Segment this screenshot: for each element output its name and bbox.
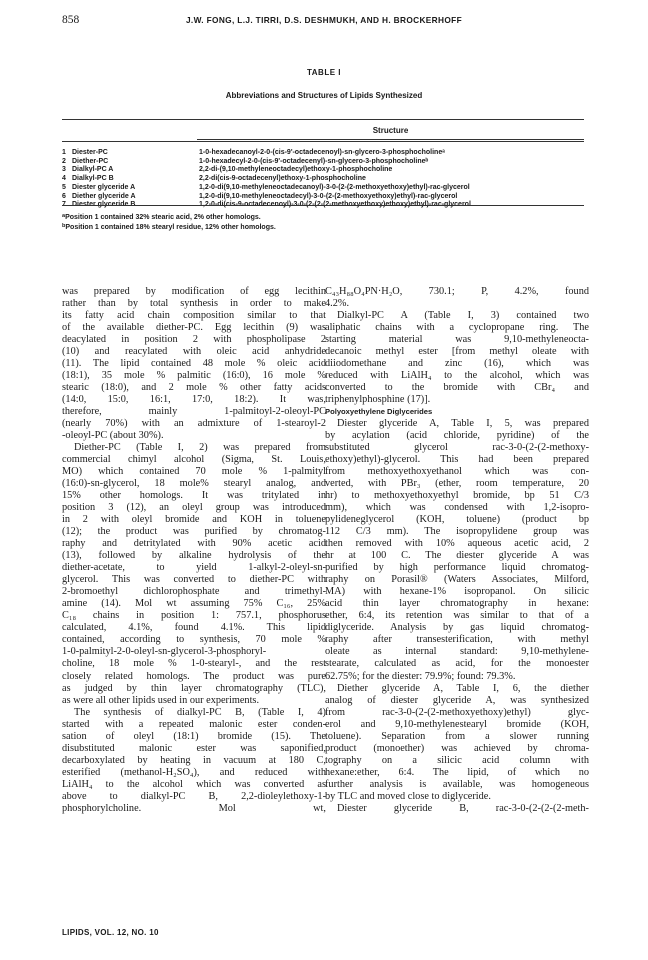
body-line: acid thin layer chromatography in hexane:	[325, 598, 589, 610]
body-line: converted to the bromide with CBr₄ and	[325, 382, 589, 394]
body-line: diglyceride. Analysis by gas liquid chromatog-	[325, 622, 589, 634]
footnote-text: Position 1 contained 32% stearic acid, 2% other homologs.	[65, 214, 261, 221]
body-line: Diester glyceride A, Table I, 5, was prepared	[337, 418, 589, 430]
body-line: product (monoether) was achieved by chroma-	[325, 742, 589, 754]
running-header	[62, 14, 586, 28]
row-number: 2	[62, 157, 66, 165]
body-line: phosphorylcholine. Mol wt,	[62, 802, 326, 814]
body-line: diiodomethane and zinc (16), which was	[325, 358, 589, 370]
body-line: Diester glyceride B, rac-3-0-(2-(2-(2-meth-	[337, 802, 589, 814]
body-line: further analysis is available, was homogeneous	[325, 778, 589, 790]
row-number: 1	[62, 149, 66, 156]
body-line: by TLC and moved close to diglyceride.	[325, 790, 491, 802]
body-line: rather than by total synthesis in order to make	[62, 298, 326, 310]
table-top-rule	[62, 119, 584, 120]
row-number: 4	[62, 175, 66, 183]
table-footnote	[62, 222, 582, 231]
body-line: esterified (methanol-H₂SO₄), and reduced with	[62, 766, 326, 778]
row-lipid-name: Dialkyl-PC A	[72, 166, 114, 174]
row-lipid-name: Diester-PC	[72, 149, 108, 156]
body-line: (14:0, 15:0, 16:1, 17:0, 18:2). It was,	[62, 394, 326, 406]
body-line: reduced with LiAlH₄ to the alcohol, which was	[325, 370, 589, 382]
body-line: from methoxyethoxyethanol which was con-	[325, 466, 589, 478]
body-line: above to dialkyl-PC B, 2,2-dioleylethoxy-1-	[62, 790, 326, 802]
row-lipid-name: Diether-PC	[72, 157, 109, 165]
body-line: 15% other homologs. It was tritylated in	[62, 490, 326, 502]
body-line: glycerol. This was converted to diether-PC with	[62, 574, 326, 586]
row-structure: 1,2-0-di(9,10-methyleneoctadecyl)-3-0-(2-(2-methoxyethoxy)ethyl)-rac-glycerol	[199, 192, 458, 200]
body-line: closely related homologs. The product was pure	[62, 670, 326, 682]
body-line: purified by high performance liquid chromatog-	[325, 562, 589, 574]
body-line: analog of diester glyceride A, was synthesized	[325, 694, 589, 706]
table-row	[62, 157, 592, 166]
body-line: diether-acetate, to yield 1-alkyl-2-oleyl-sn-	[62, 562, 326, 574]
row-structure: 2,2-di-(9,10-methyleneoctadecyl)ethoxy-1-phosphocholine	[199, 166, 393, 174]
column-header-rule	[197, 139, 584, 140]
footnote-mark: b	[62, 223, 66, 229]
body-line: deacylated in position 2 with phospholipase 2	[62, 334, 326, 346]
row-structure: 1,2-0-di(cis-9-octadecenoyl)-3-0-(2-(2-(2-methoxyethoxy)ethoxy)ethyl)-rac-glycerol	[199, 201, 471, 209]
body-line: Dialkyl-PC A (Table I, 3) contained two	[337, 310, 589, 322]
body-line: as were all other lipids used in our experiments.	[62, 694, 260, 706]
table-column-header: Structure	[372, 126, 409, 135]
row-number: 7	[62, 201, 66, 209]
row-lipid-name: Dialkyl-PC B	[72, 175, 114, 183]
footnote-mark: a	[62, 213, 66, 219]
body-line: position 3 (12), an oleyl group was introduced	[62, 502, 326, 514]
body-line: C₄₃H₈₈O₄PN·H₂O, 730.1; P, 4.2%, found	[325, 286, 589, 297]
table-label: TABLE I	[306, 68, 341, 77]
body-line: by acylation (acid chloride, pyridine) of the	[325, 430, 589, 442]
body-line: 1-0-palmityl-2-0-oleyl-sn-glycerol-3-phosphoryl-	[62, 646, 267, 658]
body-column-right	[325, 286, 589, 815]
body-line: raphy and detritylated with 90% acetic acid	[62, 538, 326, 550]
table-row	[62, 183, 592, 192]
body-line: contained, according to synthesis, 70 mole %	[62, 634, 326, 646]
body-line: ethoxy)ethyl)-glycerol. This had been prepared	[325, 454, 589, 466]
body-line: MA) with hexane-1% isopropanol. On silicic	[325, 586, 589, 598]
body-line: decarboxylated by heating in vacuum at 180 C,	[62, 754, 326, 766]
table-header-rule	[62, 141, 584, 142]
body-line: (11). The lipid contained 48 mole % oleic acid	[62, 358, 326, 370]
body-line: tography on a silicic acid column with	[325, 754, 589, 766]
body-line: commercial chimyl alcohol (Sigma, St. Louis,	[62, 454, 326, 466]
table-caption: Abbreviations and Structures of Lipids Synthesized	[225, 91, 423, 100]
body-line: its fatty acid chain composition similar to that	[62, 310, 326, 322]
body-line: Diether glyceride A, Table I, 6, the diether	[337, 682, 589, 694]
body-line: started with a repeated malonic ester conden-	[62, 718, 326, 730]
row-number: 5	[62, 183, 66, 191]
body-line: triphenylphosphine (17)].	[325, 394, 431, 406]
body-line: (18:1), 35 mole % palmitic (16:0), 16 mole %	[62, 370, 326, 382]
table-row	[62, 192, 592, 201]
body-line: (nearly 70%) with an admixture of 1-stearoyl-2	[62, 418, 326, 430]
body-line: (10) and reacylated with oleic acid anhydride	[62, 346, 326, 358]
journal-footer: LIPIDS, VOL. 12, NO. 10	[62, 928, 159, 937]
body-line: 112 C/3 mm). The isopropylidene group was	[325, 526, 589, 538]
body-line: pylideneglycerol (KOH, toluene) (product bp	[325, 514, 589, 526]
body-line: from rac-3-0-(2-(2-methoxyethoxy)ethyl) glyc-	[325, 706, 589, 718]
body-line: choline, 18 mole % 1-0-stearyl-, and the rest	[62, 658, 326, 670]
row-lipid-name: Diester glyceride B	[72, 201, 136, 209]
body-line: C₁₈ chains in position 1: 757.1, phosphorus	[62, 610, 326, 622]
body-line: ether, 6:4, its retention was similar to that of a	[325, 610, 589, 622]
body-line: mm), which was condensed with 1,2-isopro-	[325, 502, 589, 514]
row-structure: 2,2-di(cis-9-octadecenyl)ethoxy-1-phosphocholine	[199, 175, 366, 183]
body-line: raphy after transesterification, with methyl	[325, 634, 589, 646]
body-line: hr at 100 C. The diester glyceride A was	[325, 550, 589, 562]
body-line: (16:0)-sn-glycerol, 18 mole% stearyl analog, and	[62, 478, 326, 490]
row-structure: 1,2-0-di(9,10-methyleneoctadecanoyl)-3-0-(2-(2-methoxyethoxy)ethyl)-rac-glycerol	[199, 183, 470, 191]
footnote-text: Position 1 contained 18% stearyl residue, 12% other homologs.	[65, 224, 276, 231]
body-line: 62.75%; for the diester: 79.9%; found: 79.3%.	[325, 670, 516, 682]
body-line: stearic (18:0), and 2 mole % other fatty acids	[62, 382, 326, 394]
body-line: aliphatic chains with a cyclopropane ring. The	[325, 322, 589, 334]
body-line: verted, with PBr₃ (ether, room temperature, 20	[325, 478, 589, 490]
body-line: raphy on Porasil® (Waters Associates, Milford,	[325, 574, 589, 586]
row-structure: 1-0-hexadecanoyl-2-0-(cis-9'-octadecenoyl)-sn-glycero-3-phosphocholineᵃ	[199, 149, 445, 156]
table-bottom-rule	[62, 205, 584, 206]
body-line: then removed with 10% aqueous acetic acid, 2	[325, 538, 589, 550]
body-line: therefore, mainly 1-palmitoyl-2-oleoyl-PC	[62, 406, 326, 418]
body-line: 4.2%.	[325, 298, 350, 310]
body-line: substituted glycerol rac-3-0-(2-(2-methoxy-	[325, 442, 589, 454]
body-line: sation of oleyl (18:1) bromide (15). The	[62, 730, 326, 742]
body-line: stearate, calculated as acid, for the monoester	[325, 658, 589, 670]
body-line: of the available diether-PC. Egg lecithin (9) was	[62, 322, 326, 334]
body-column-left	[62, 286, 326, 815]
body-line: (13), followed by alkaline hydrolysis of the	[62, 550, 326, 562]
table-row	[62, 148, 592, 157]
body-line: MO) which contained 70 mole % 1-palmityl	[62, 466, 326, 478]
body-line: as judged by thin layer chromatography (TLC),	[62, 682, 326, 694]
body-line: -oleoyl-PC (about 30%).	[62, 430, 164, 442]
body-line: hexane:ether, 6:4. The lipid, of which no	[325, 766, 589, 778]
body-line: disubstituted malonic ester was saponified,	[62, 742, 326, 754]
body-line: was prepared by modification of egg lecithin	[62, 286, 326, 297]
body-line: erol and 9,10-methylenestearyl bromide (KOH,	[325, 718, 589, 730]
table-footnote	[62, 212, 582, 221]
page-number: 858	[62, 14, 80, 26]
body-line: calculated, 4.1%, found 4.1%. This lipid	[62, 622, 326, 634]
row-number: 3	[62, 166, 66, 174]
section-heading: Polyoxyethylene Diglycerides	[325, 407, 433, 417]
body-line: LiAlH₄ to the alcohol which was converted as	[62, 778, 326, 790]
body-line: decanoic methyl ester [from methyl oleate with	[325, 346, 589, 358]
body-line: amine (14). Mol wt assuming 75% C₁₆, 25%	[62, 598, 326, 610]
body-line: in 2 with oleyl bromide and KOH in toluene	[62, 514, 326, 526]
body-line: toluene). Separation from a slower running	[325, 730, 589, 742]
body-line: The synthesis of dialkyl-PC B, (Table I, 4)	[74, 706, 326, 718]
body-line: (12); the product was purified by chromatog-	[62, 526, 326, 538]
table-row	[62, 174, 592, 183]
row-lipid-name: Diester glyceride A	[72, 183, 136, 191]
body-line: starting material was 9,10-methyleneocta-	[325, 334, 589, 346]
body-line: Diether-PC (Table I, 2) was prepared from	[74, 442, 326, 454]
row-number: 6	[62, 192, 66, 200]
table-row	[62, 165, 592, 174]
author-line: J.W. FONG, L.J. TIRRI, D.S. DESHMUKH, AND H. BROCKERHOFF	[185, 15, 463, 25]
row-structure: 1-0-hexadecyl-2-0-(cis-9'-octadecenyl)-sn-glycero-3-phosphocholineᵇ	[199, 157, 429, 165]
body-line: oleate as internal standard: 9,10-methylene-	[325, 646, 589, 658]
row-lipid-name: Diether glyceride A	[72, 192, 136, 200]
body-line: 2-bromoethyl dichlorophosphate and trimethyl-	[62, 586, 326, 598]
body-line: hr) to methoxyethoxyethyl bromide, bp 51 C/3	[325, 490, 589, 502]
